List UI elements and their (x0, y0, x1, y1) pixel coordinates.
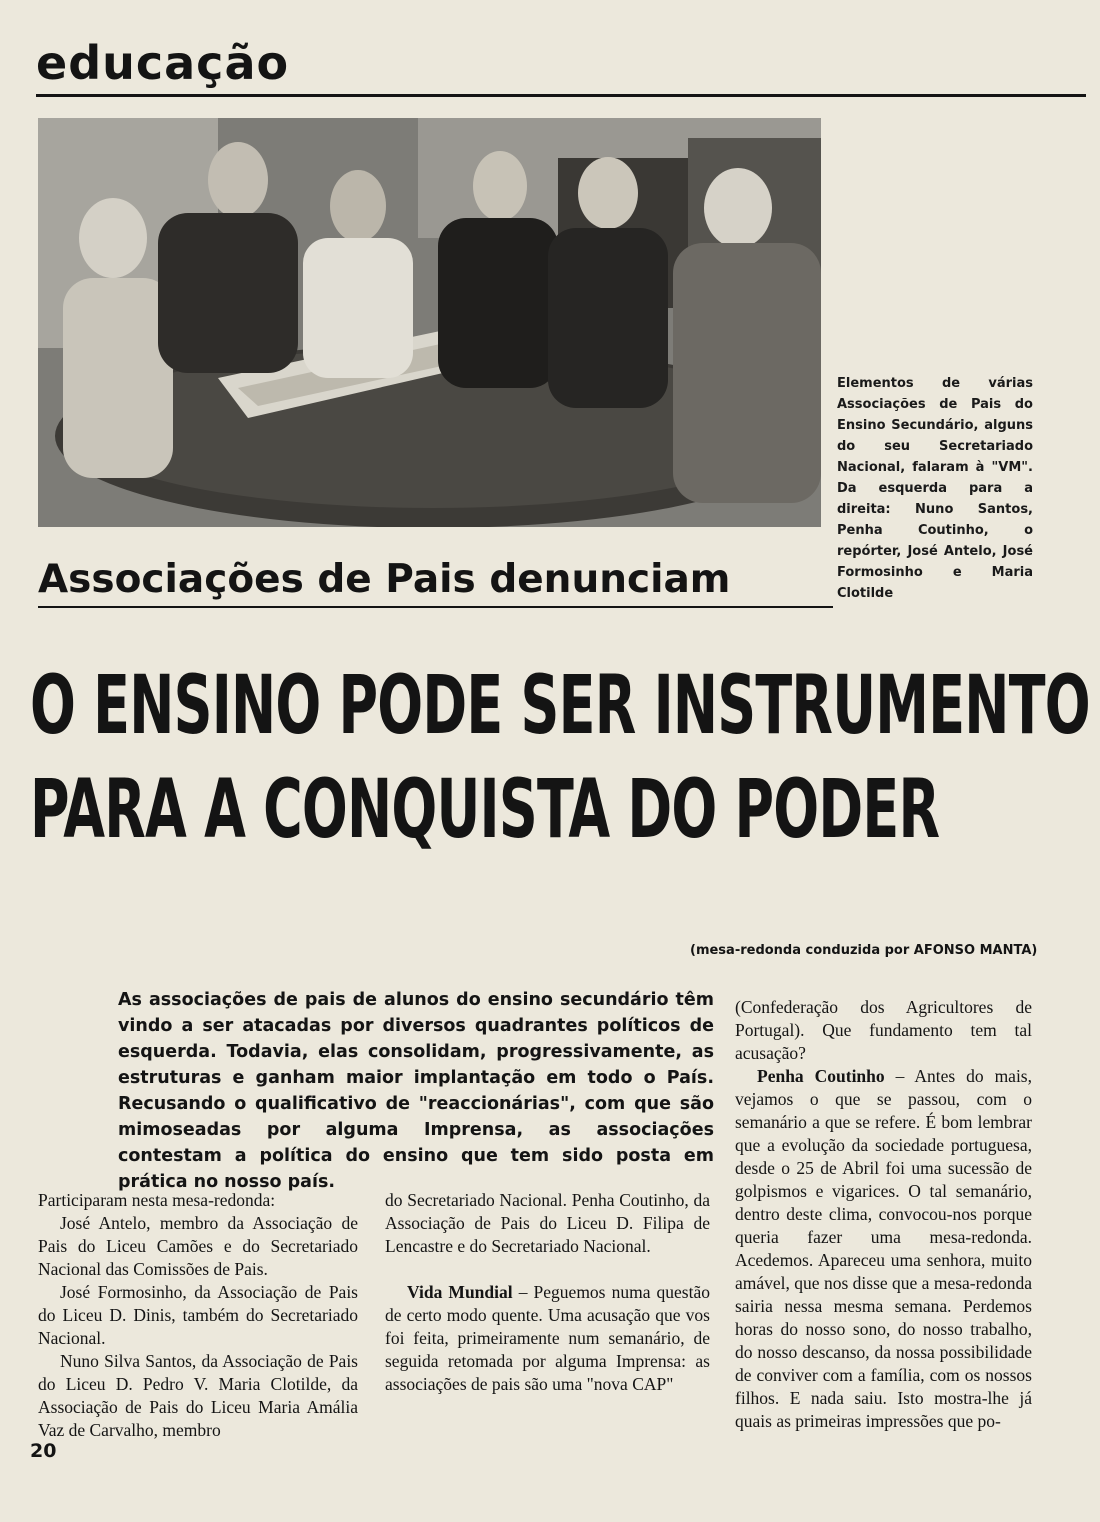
headline-line-1: O ENSINO PODE SER INSTRUMENTO (30, 659, 1090, 753)
column-1-paragraph: Participaram nesta mesa-redonda: (38, 1190, 276, 1210)
column-2-paragraph: do Secretariado Nacional. Penha Coutinho, da Associação de Pais do Liceu D. Filipa de Lencastre e do Secretariado Nacional. (385, 1190, 710, 1256)
speaker-label: Penha Coutinho (757, 1066, 885, 1086)
byline (690, 943, 1038, 958)
column-1-paragraph: José Antelo, membro da Associação de Pais do Liceu Camões e do Secretariado Nacional das Comissões de Pais. (38, 1213, 358, 1279)
column-3 (735, 996, 1032, 1433)
photo-caption: Elementos de várias Associações de Pais do Ensino Secundário, alguns do seu Secretariado Nacional, falaram à "VM". Da esquerda para a direita: Nuno Santos, Penha Coutinho, o repórter, José Antelo, José Formosinho e Maria Clotilde (837, 376, 1033, 601)
kicker-rule (38, 606, 833, 608)
column-1-paragraph: Nuno Silva Santos, da Associação de Pais do Liceu D. Pedro V. Maria Clotilde, da Associação de Pais do Liceu Maria Amália Vaz de Carvalho, membro (38, 1351, 358, 1440)
column-3-paragraph (735, 1065, 1032, 1433)
byline-author: AFONSO MANTA) (913, 943, 1038, 958)
column-3-paragraph: (Confederação dos Agricultores de Portugal). Que fundamento tem tal acusação? (735, 997, 1032, 1063)
lead-paragraph: As associações de pais de alunos do ensino secundário têm vindo a ser atacadas por diversos quadrantes políticos de esquerda. Todavia, elas consolidam, progressivamente, as estruturas e ganham maior implantação em todo o País. Recusando o qualificativo de "reaccionárias", com que são mimoseadas por alguma Imprensa, as associações contestam a política do ensino que tem sido posta em prática no nosso país. (118, 990, 714, 1192)
headline (30, 654, 1090, 862)
speaker-label: Vida Mundial (407, 1282, 513, 1302)
column-2-text: – Peguemos numa questão de certo modo quente. Uma acusação que vos foi feita, primeiramente num semanário, de seguida retomada por alguma Imprensa: as associações de pais são uma "nova CAP" (385, 1282, 711, 1394)
kicker: Associações de Pais denunciam (38, 557, 731, 602)
page-number: 20 (30, 1440, 57, 1462)
headline-line-2: PARA A CONQUISTA DO PODER (30, 763, 940, 857)
column-3-text: – Antes do mais, vejamos o que se passou, com o semanário a que se refere. É bom lembrar que a evolução da sociedade portuguesa, desde o 25 de Abril foi uma sucessão de golpismos e vigarices. O tal semanário, dentro deste clima, convocou-nos porque queria fazer uma mesa-redonda. Acedemos. Apareceu uma senhora, muito amável, que nos disse que a mesa-redonda sairia nessa mesma semana. Perdemos horas do nosso sono, do nosso trabalho, do nosso descanso, da nossa possibilidade de conviver com a família, com os nossos filhos. E nada saiu. Isto mostra-lhe já quais as primeiras impressões que po- (735, 1066, 1032, 1431)
photo-illustration (38, 118, 821, 527)
top-rule (36, 94, 1086, 97)
photo (38, 118, 821, 527)
column-2-paragraph (385, 1281, 710, 1396)
column-1 (38, 1189, 358, 1442)
byline-prefix: (mesa-redonda conduzida por (690, 943, 910, 958)
section-label: educação (36, 36, 290, 90)
column-1-paragraph: José Formosinho, da Associação de Pais do Liceu D. Dinis, também do Secretariado Nacional. (38, 1282, 358, 1348)
column-2 (385, 1189, 710, 1396)
